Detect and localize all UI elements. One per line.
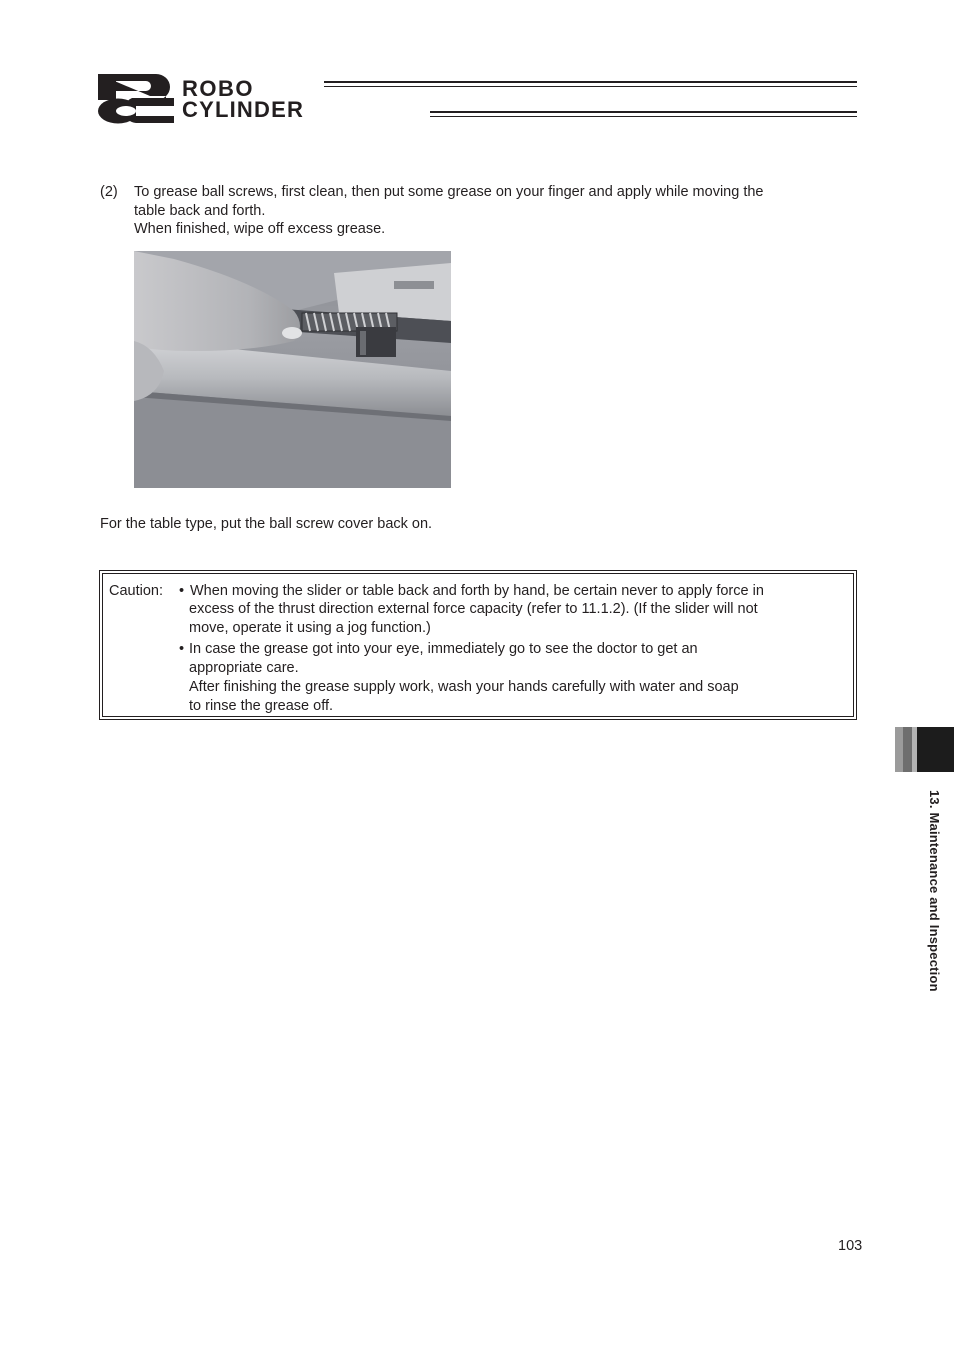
caution-item1-line-3: move, operate it using a jog function.) bbox=[189, 620, 431, 636]
robo-cylinder-logo bbox=[96, 72, 431, 124]
caution-item1-line-1: When moving the slider or table back and forth by hand, be certain never to apply force in bbox=[190, 583, 764, 599]
caution-item1-line-2: excess of the thrust direction external force capacity (refer to 11.1.2). (If the slider will not bbox=[189, 601, 758, 617]
header-rule-top-2 bbox=[324, 86, 857, 87]
header-rule-bottom-2 bbox=[430, 116, 857, 117]
caution-item2-line-4: to rinse the grease off. bbox=[189, 698, 334, 714]
caution-item2-line-3: After finishing the grease supply work, wash your hands carefully with water and soap bbox=[189, 679, 739, 695]
chapter-tab-block bbox=[917, 727, 954, 772]
logo-line1: ROBO bbox=[182, 76, 254, 101]
chapter-tab-stripe-mid bbox=[903, 727, 912, 772]
chapter-side-label: 13. Maintenance and Inspection bbox=[927, 790, 942, 992]
caution-label: Caution: bbox=[109, 583, 164, 599]
step-text-line-3: When finished, wipe off excess grease. bbox=[134, 221, 386, 237]
page-number: 103 bbox=[838, 1238, 863, 1254]
caution-bullet-1: • bbox=[179, 583, 185, 599]
header-rule-top-1 bbox=[324, 81, 857, 83]
chapter-tab-stripe-light bbox=[895, 727, 903, 772]
step-text-line-1: To grease ball screws, first clean, then put some grease on your finger and apply while moving the bbox=[134, 184, 764, 200]
caution-item2-line-2: appropriate care. bbox=[189, 660, 299, 676]
grease-application-photo bbox=[134, 251, 451, 488]
caution-item2-line-1: In case the grease got into your eye, immediately go to see the doctor to get an bbox=[189, 641, 698, 657]
step-number: (2) bbox=[100, 184, 118, 200]
table-type-note: For the table type, put the ball screw cover back on. bbox=[100, 516, 433, 532]
rc-mark-icon bbox=[96, 74, 174, 124]
caution-bullet-2: • bbox=[179, 641, 185, 657]
header-rule-bottom-1 bbox=[430, 111, 857, 113]
step-text-line-2: table back and forth. bbox=[134, 203, 266, 219]
logo-line2: CYLINDER bbox=[182, 97, 305, 122]
